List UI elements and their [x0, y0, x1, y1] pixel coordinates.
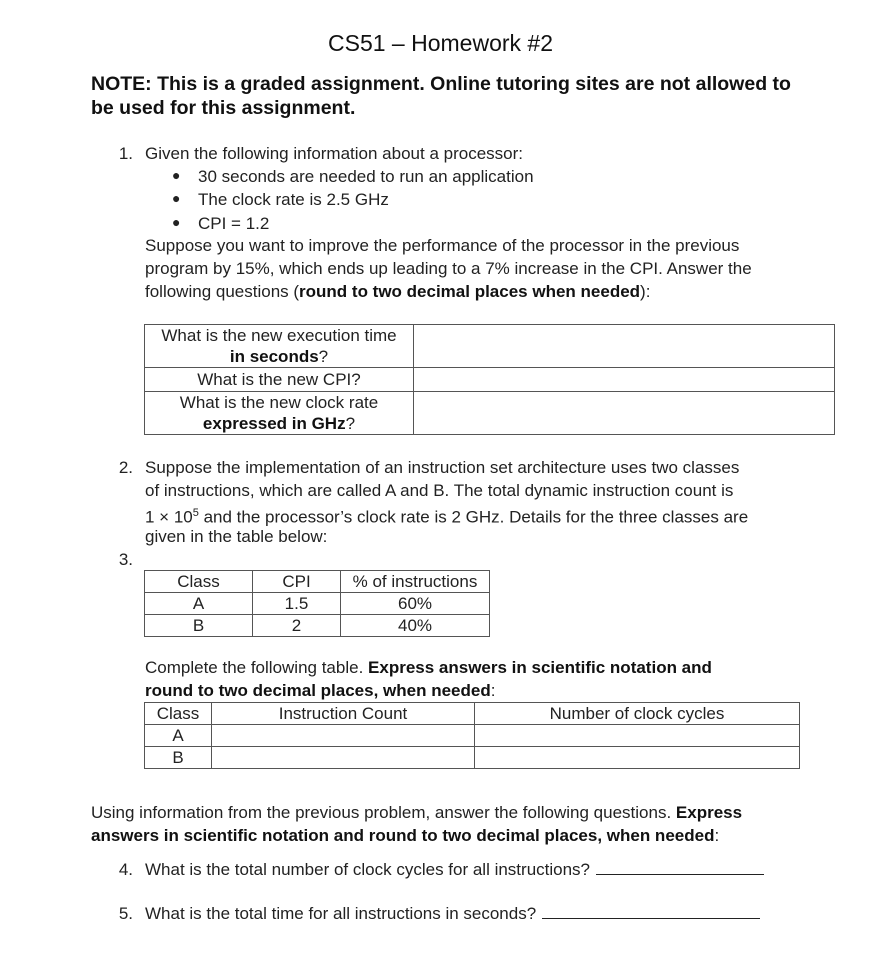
q1-row1-bold: in seconds: [229, 347, 319, 366]
q3-line2-bold: round to two decimal places, when needed: [145, 681, 491, 700]
q1-para-line3-bold: round to two decimal places when needed: [299, 282, 641, 301]
q1-row3-line1: What is the new clock rate: [179, 393, 379, 412]
q3-line1-prefix: Complete the following table.: [145, 658, 369, 677]
q1-number: 1.: [118, 144, 133, 163]
page-title: CS51 – Homework #2: [328, 30, 553, 56]
table-row: [145, 725, 800, 747]
q1-row1-line2: [145, 346, 413, 367]
q2-line1: Suppose the implementation of an instruction set architecture uses two classes: [145, 458, 740, 477]
q1-row1-suffix: ?: [318, 347, 329, 366]
q1-row3-bold: expressed in GHz: [202, 414, 346, 433]
q2-header-cpi: CPI: [253, 571, 341, 593]
instructions-line2-suffix: :: [714, 826, 720, 845]
q2-line3-exp: 5: [192, 507, 199, 519]
q2-line3-math: 1 × 10: [145, 507, 193, 527]
q3-header-clock-cycles: Number of clock cycles: [475, 703, 800, 725]
q1-question-cpi: What is the new CPI?: [145, 368, 414, 392]
table-cell: 40%: [341, 615, 490, 637]
table-cell: 2: [253, 615, 341, 637]
q1-bullet-1: 30 seconds are needed to run an application: [198, 167, 534, 186]
q2-header-percent: % of instructions: [341, 571, 490, 593]
table-cell: A: [145, 593, 253, 615]
table-row: [145, 392, 835, 435]
q2-class-table: [144, 570, 490, 637]
q2-line3-rest: and the processor’s clock rate is 2 GHz. Details for the three classes are: [198, 507, 749, 527]
q3-answer-b-clock-cycles[interactable]: [475, 747, 800, 769]
q2-line4: given in the table below:: [145, 527, 328, 546]
q3-answer-table: [144, 702, 800, 769]
q5-text: What is the total time for all instructions in seconds?: [145, 904, 537, 923]
q3-header-instruction-count: Instruction Count: [212, 703, 475, 725]
q3-header-class: Class: [145, 703, 212, 725]
q1-bullet-3: CPI = 1.2: [198, 214, 270, 233]
q3-answer-a-instruction-count[interactable]: [212, 725, 475, 747]
q5-answer-blank[interactable]: [542, 902, 760, 919]
q1-para-line1: Suppose you want to improve the performance of the processor in the previous: [145, 236, 740, 255]
q1-bullet-2: The clock rate is 2.5 GHz: [198, 190, 389, 209]
q4-line: [145, 858, 764, 881]
q1-para-line3-suffix: ):: [640, 282, 651, 301]
q3-answer-b-instruction-count[interactable]: [212, 747, 475, 769]
table-cell: B: [145, 747, 212, 769]
q1-para-line2: program by 15%, which ends up leading to a 7% increase in the CPI. Answer the: [145, 259, 752, 278]
q5-line: [145, 902, 760, 925]
q1-question-clock-rate: [145, 392, 414, 435]
q3-line2-suffix: :: [490, 681, 496, 700]
table-row: [145, 325, 835, 368]
q2-line2: of instructions, which are called A and B. The total dynamic instruction count is: [145, 481, 734, 500]
q5-number: 5.: [118, 904, 133, 923]
q4-number: 4.: [118, 860, 133, 879]
table-cell: A: [145, 725, 212, 747]
table-cell: 60%: [341, 593, 490, 615]
table-row: [145, 703, 800, 725]
table-row: [145, 571, 490, 593]
bullet-icon: ●: [172, 190, 181, 206]
q1-row1-line1: What is the new execution time: [161, 326, 397, 345]
instructions-line1-prefix: Using information from the previous problem, answer the following questions.: [91, 803, 676, 822]
bullet-icon: ●: [172, 214, 181, 230]
q2-header-class: Class: [145, 571, 253, 593]
q4-text: What is the total number of clock cycles for all instructions?: [145, 860, 591, 879]
q1-para-line3: [145, 280, 650, 303]
q4-answer-blank[interactable]: [596, 858, 764, 875]
q1-question-execution-time: [145, 325, 414, 368]
instructions-line1: [91, 801, 742, 824]
q3-line1: [145, 656, 712, 679]
q1-answer-execution-time[interactable]: [414, 325, 835, 368]
q1-answer-table: [144, 324, 835, 435]
q1-intro: Given the following information about a processor:: [145, 144, 523, 163]
q1-answer-cpi[interactable]: [414, 368, 835, 392]
table-row: [145, 368, 835, 392]
instructions-line2-bold: answers in scientific notation and round to two decimal places, when needed: [91, 826, 715, 845]
q3-line1-bold: Express answers in scientific notation and: [368, 658, 712, 677]
bullet-icon: ●: [172, 167, 181, 183]
instructions-line1-bold: Express: [675, 803, 743, 822]
q1-para-line3-prefix: following questions (: [145, 282, 300, 301]
table-row: [145, 747, 800, 769]
table-cell: 1.5: [253, 593, 341, 615]
q1-answer-clock-rate[interactable]: [414, 392, 835, 435]
q3-line2: [145, 679, 495, 702]
table-row: [145, 593, 490, 615]
q3-answer-a-clock-cycles[interactable]: [475, 725, 800, 747]
q1-row3-line2: [145, 413, 413, 434]
instructions-line2: [91, 824, 719, 847]
table-cell: B: [145, 615, 253, 637]
table-row: [145, 615, 490, 637]
grading-note: NOTE: This is a graded assignment. Online tutoring sites are not allowed to be used for this assignment.: [91, 73, 791, 119]
q1-row3-suffix: ?: [345, 414, 356, 433]
q3-number: 3.: [118, 550, 133, 569]
q2-number: 2.: [118, 458, 133, 477]
